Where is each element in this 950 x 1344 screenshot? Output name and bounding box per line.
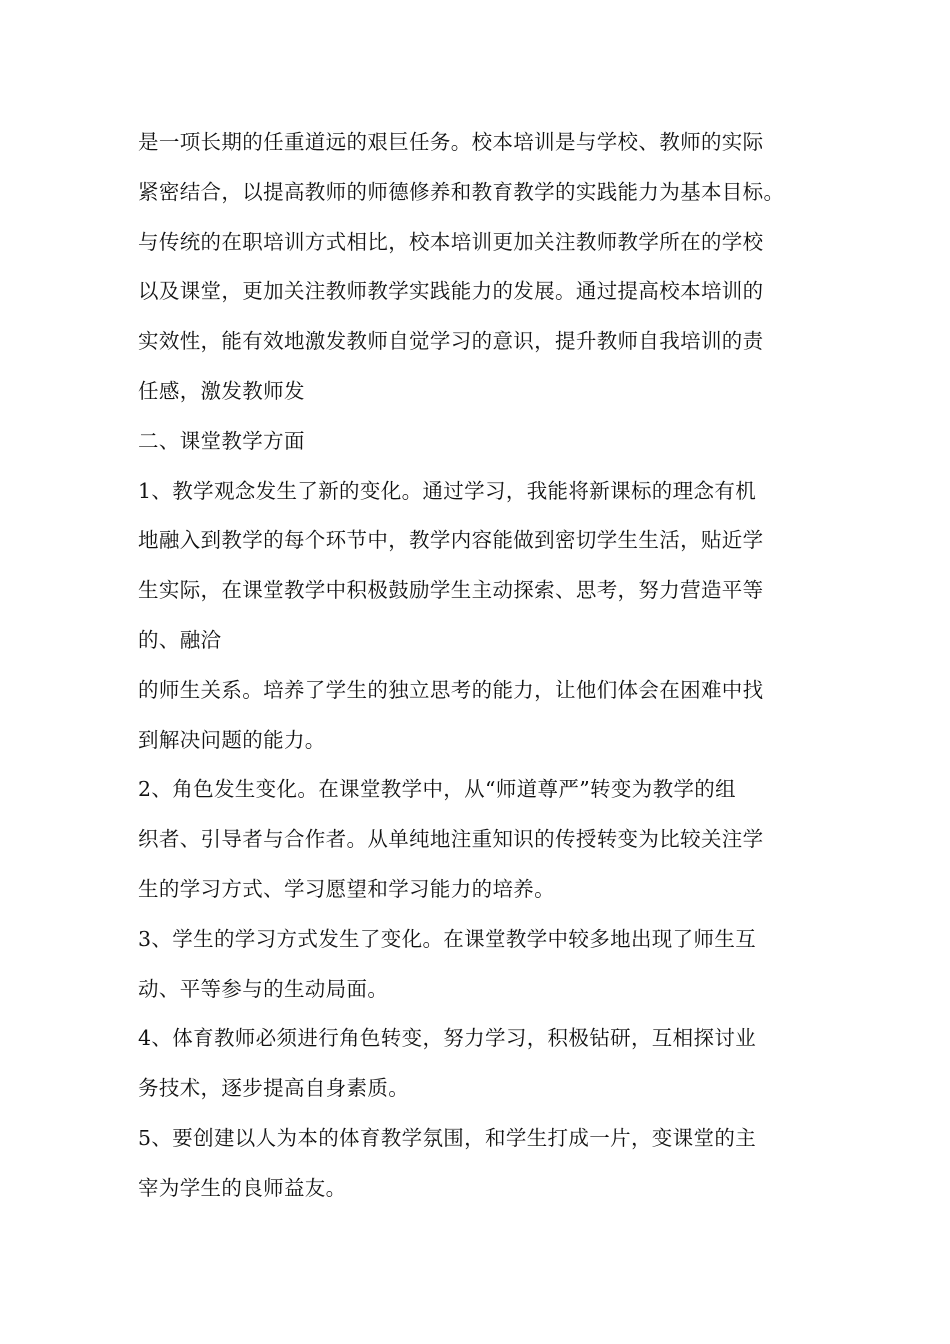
text-line: 动、平等参与的生动局面。 <box>138 976 389 1001</box>
text-line: 5、要创建以人为本的体育教学氛围，和学生打成一片，变课堂的主 <box>138 1125 757 1150</box>
text-line: 生的学习方式、学习愿望和学习能力的培养。 <box>138 876 555 901</box>
section-heading: 二、课堂教学方面 <box>138 428 305 453</box>
text-line: 实效性，能有效地激发教师自觉学习的意识，提升教师自我培训的责 <box>138 329 764 354</box>
text-line: 的师生关系。培养了学生的独立思考的能力，让他们体会在困难中找 <box>138 677 764 702</box>
text-line: 1、教学观念发生了新的变化。通过学习，我能将新课标的理念有机 <box>138 478 757 503</box>
text-line: 4、体育教师必须进行角色转变，努力学习，积极钻研，互相探讨业 <box>138 1026 757 1051</box>
text-line: 任感，激发教师发 <box>138 378 305 403</box>
text-line: 地融入到教学的每个环节中，教学内容能做到密切学生生活，贴近学 <box>138 528 764 553</box>
text-line: 到解决问题的能力。 <box>138 727 326 752</box>
document-body <box>138 118 838 1214</box>
text-line: 以及课堂，更加关注教师教学实践能力的发展。通过提高校本培训的 <box>138 279 764 304</box>
text-line: 织者、引导者与合作者。从单纯地注重知识的传授转变为比较关注学 <box>138 827 764 852</box>
text-line: 2、角色发生变化。在课堂教学中，从“师道尊严”转变为教学的组 <box>138 777 737 802</box>
text-line: 3、学生的学习方式发生了变化。在课堂教学中较多地出现了师生互 <box>138 926 757 951</box>
text-line: 紧密结合，以提高教师的师德修养和教育教学的实践能力为基本目标。 <box>138 179 785 204</box>
text-line: 是一项长期的任重道远的艰巨任务。校本培训是与学校、教师的实际 <box>138 130 764 154</box>
text-line: 的、融洽 <box>138 627 222 652</box>
text-line: 务技术，逐步提高自身素质。 <box>138 1076 410 1101</box>
text-line: 与传统的在职培训方式相比，校本培训更加关注教师教学所在的学校 <box>138 229 764 254</box>
text-line: 生实际，在课堂教学中积极鼓励学生主动探索、思考，努力营造平等 <box>138 578 764 603</box>
text-line: 宰为学生的良师益友。 <box>138 1175 347 1200</box>
